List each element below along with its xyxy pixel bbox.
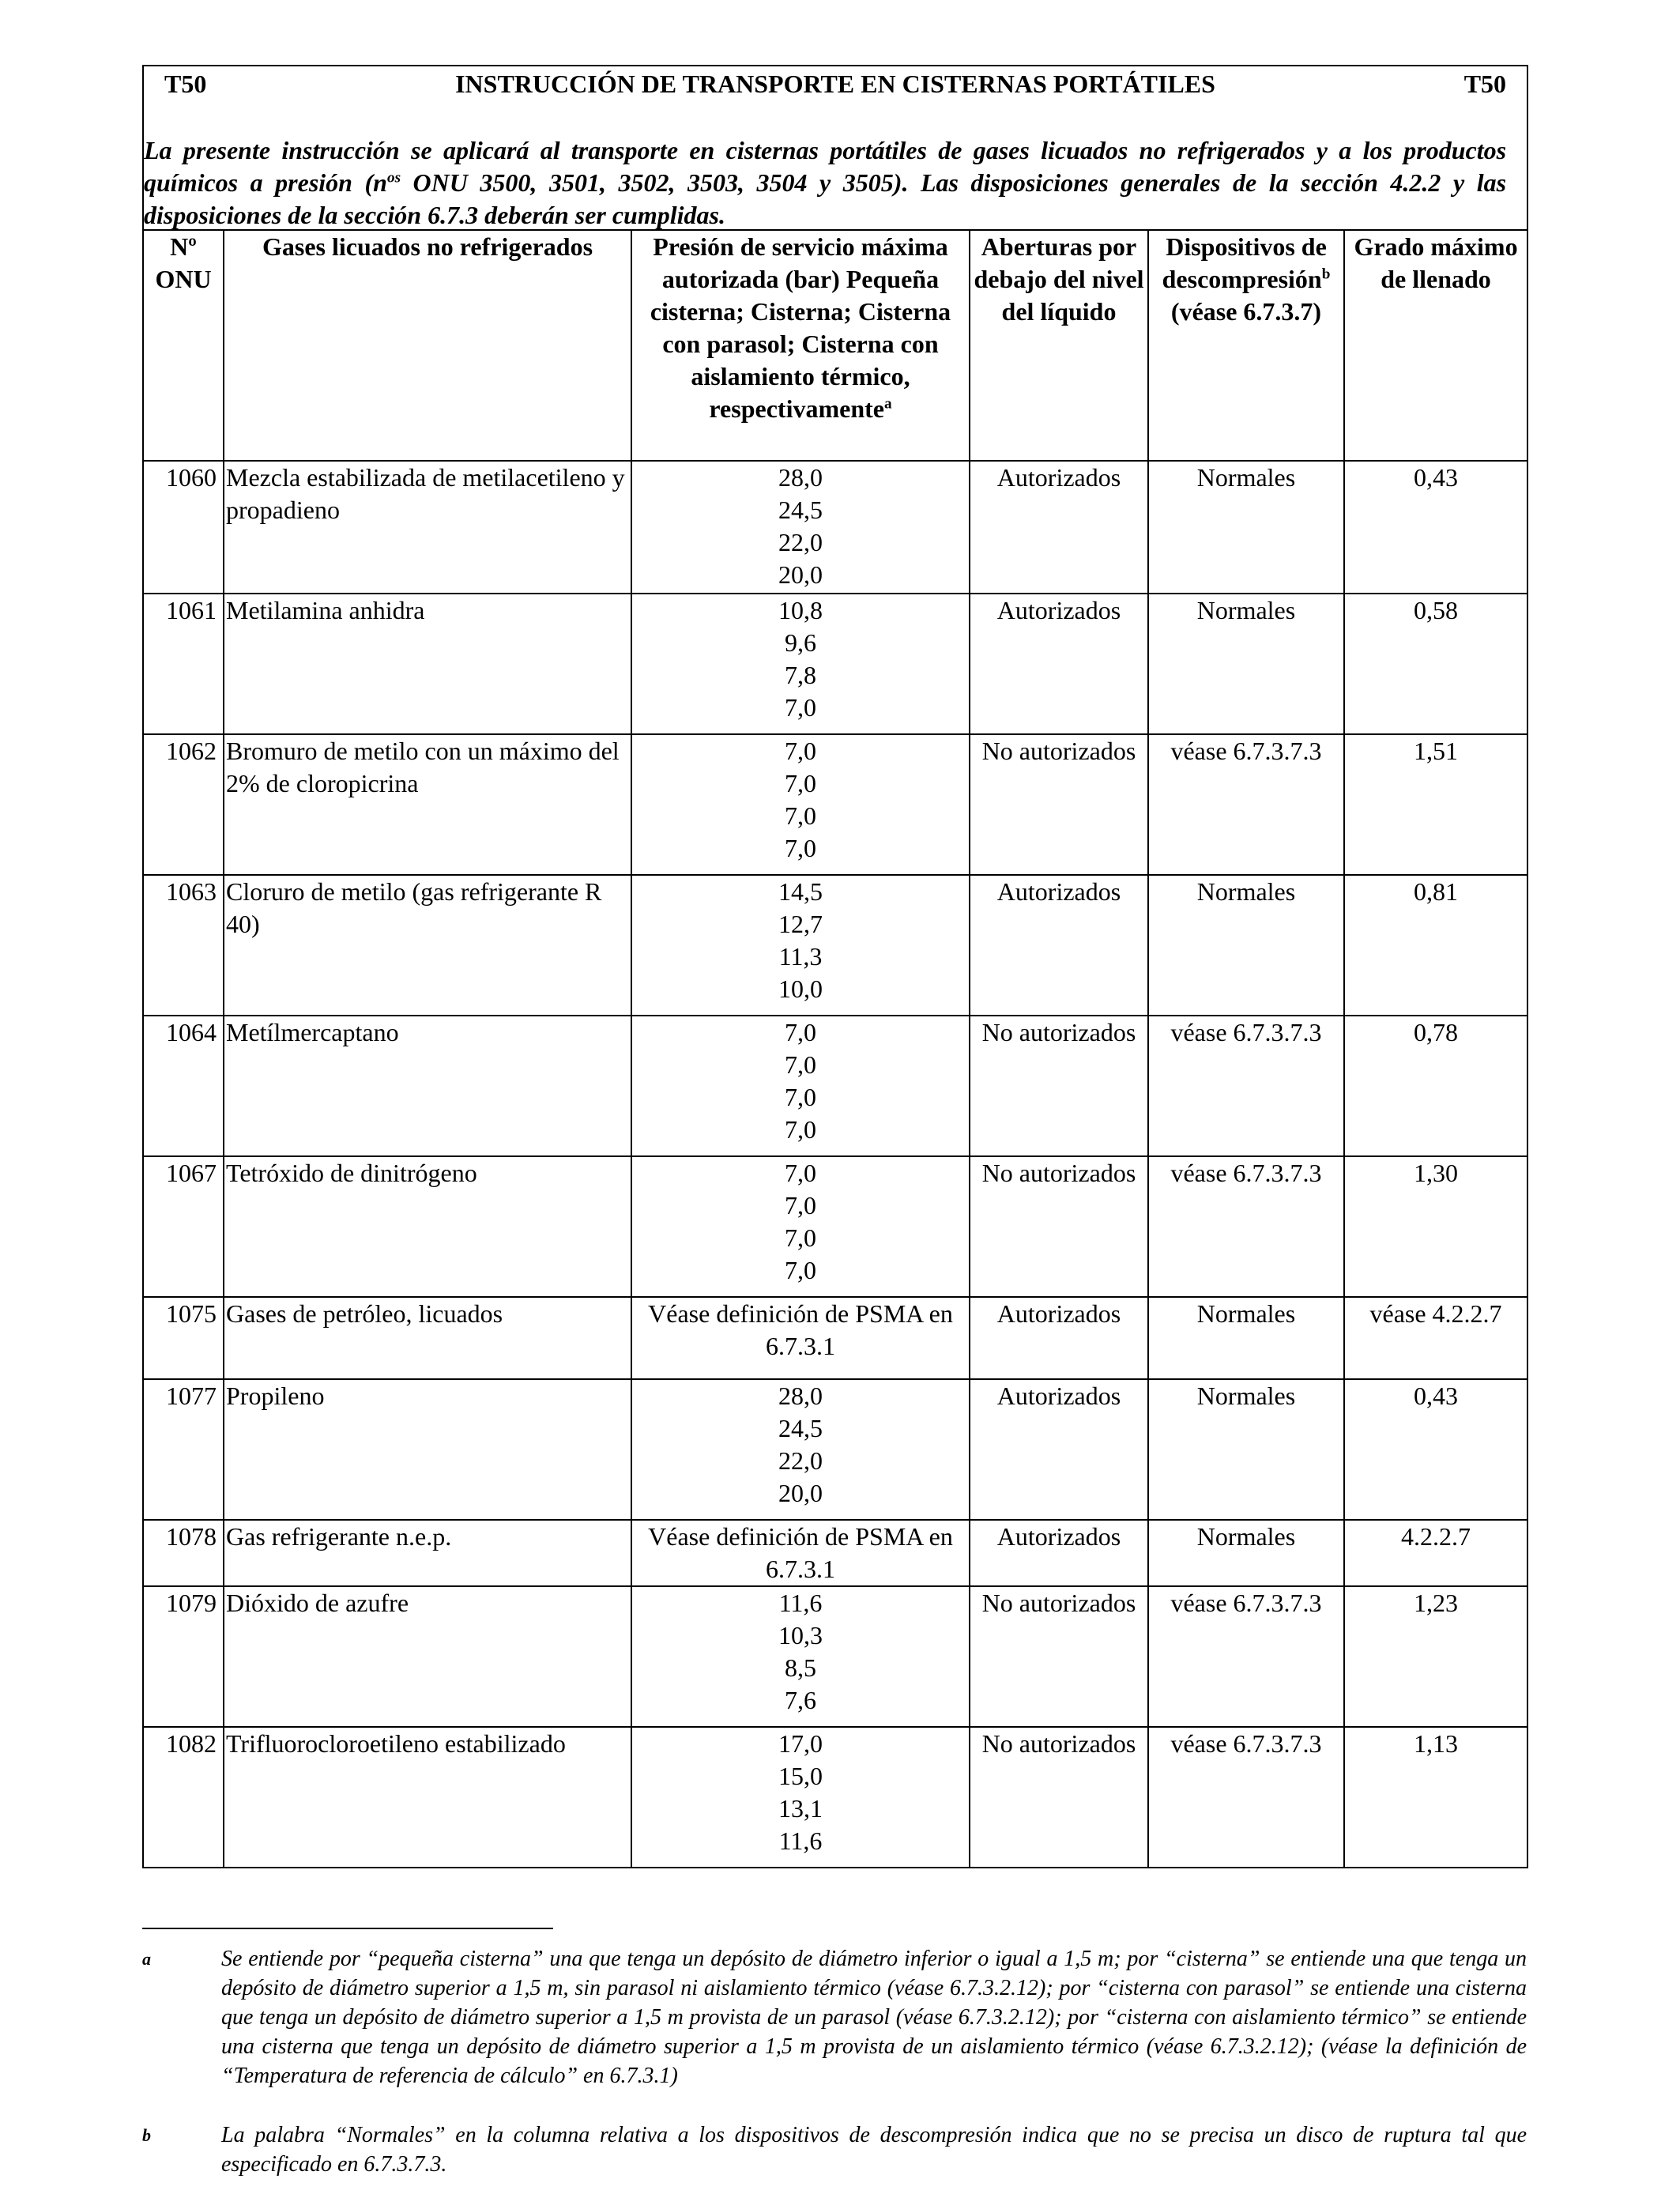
pressure-value: 7,0 <box>785 1083 816 1111</box>
openings-value: Autorizados <box>970 1379 1148 1520</box>
instruction-title: INSTRUCCIÓN DE TRANSPORTE EN CISTERNAS PORTÁTILES <box>455 70 1215 98</box>
un-number: 1082 <box>143 1727 224 1868</box>
col-header-un: Nº ONU <box>143 230 224 461</box>
relief-device-value: Normales <box>1148 594 1344 734</box>
un-number: 1064 <box>143 1016 224 1156</box>
gas-name: Trifluorocloroetileno estabilizado <box>224 1727 631 1868</box>
pressure-value: 28,0 <box>778 1382 823 1410</box>
filling-degree-value: 0,43 <box>1344 461 1527 594</box>
table-row <box>143 1586 1527 1727</box>
relief-device-value: Normales <box>1148 1379 1344 1520</box>
pressure-value: 7,0 <box>785 801 816 830</box>
table-body <box>143 461 1527 1868</box>
openings-value: Autorizados <box>970 461 1148 594</box>
pressure-value: 7,0 <box>785 1115 816 1144</box>
instruction-code-left: T50 <box>164 70 207 98</box>
un-number: 1078 <box>143 1520 224 1586</box>
pressure-value: 7,0 <box>785 769 816 797</box>
pressure-values <box>631 1297 970 1379</box>
filling-degree-value: 0,43 <box>1344 1379 1527 1520</box>
pressure-value: 13,1 <box>778 1794 823 1823</box>
openings-value: Autorizados <box>970 594 1148 734</box>
relief-device-value: véase 6.7.3.7.3 <box>1148 734 1344 875</box>
un-number: 1077 <box>143 1379 224 1520</box>
gas-name: Mezcla estabilizada de metilacetileno y propadieno <box>224 461 631 594</box>
openings-value: No autorizados <box>970 734 1148 875</box>
pressure-value: 10,8 <box>778 596 823 624</box>
openings-value: Autorizados <box>970 1297 1148 1379</box>
footnote-a <box>142 1944 1527 2090</box>
col-header-filling: Grado máximo de llenado <box>1344 230 1527 461</box>
pressure-value: 7,0 <box>785 737 816 765</box>
pressure-value: 7,0 <box>785 693 816 722</box>
pressure-value: 15,0 <box>778 1762 823 1790</box>
table-row <box>143 1016 1527 1156</box>
gas-name: Propileno <box>224 1379 631 1520</box>
openings-value: No autorizados <box>970 1586 1148 1727</box>
gas-name: Dióxido de azufre <box>224 1586 631 1727</box>
un-number: 1062 <box>143 734 224 875</box>
pressure-value: 7,0 <box>785 1223 816 1252</box>
footnote-b <box>142 2120 1527 2179</box>
pressure-value: 11,3 <box>778 942 823 971</box>
gas-name: Gases de petróleo, licuados <box>224 1297 631 1379</box>
pressure-values <box>631 1156 970 1297</box>
pressure-value: 7,8 <box>785 661 816 689</box>
footnote-text: Se entiende por “pequeña cisterna” una que tenga un depósito de diámetro inferior o igual a 1,5 m; por “cisterna” se entiende una que tenga un depósito de diámetro superior a 1,5 m, sin parasol ni aislamiento térmico (véase 6.7.3.2.12); por “cisterna con parasol” se entiende una cisterna que tenga un depósito de diámetro superior a 1,5 m provista de un parasol (véase 6.7.3.2.12); por “cisterna con aislamiento térmico” se entiende una cisterna que tenga un depósito de diámetro superior a 1,5 m provista de un aislamiento térmico (véase 6.7.3.2.12); (véase la definición de “Temperatura de referencia de cálculo” en 6.7.3.1) <box>221 1947 1527 2088</box>
filling-degree-value: 4.2.2.7 <box>1344 1520 1527 1586</box>
pressure-value: 10,3 <box>778 1621 823 1649</box>
column-header-row <box>143 230 1527 461</box>
pressure-value: 7,0 <box>785 1159 816 1187</box>
pressure-value: 7,0 <box>785 1050 816 1079</box>
relief-device-value: Normales <box>1148 1297 1344 1379</box>
title-line <box>144 68 1527 103</box>
un-number: 1067 <box>143 1156 224 1297</box>
pressure-value: 7,6 <box>785 1686 816 1714</box>
pressure-value: 22,0 <box>778 528 823 556</box>
pressure-value: 7,0 <box>785 1018 816 1046</box>
gas-name: Tetróxido de dinitrógeno <box>224 1156 631 1297</box>
pressure-values <box>631 1586 970 1727</box>
pressure-values <box>631 1520 970 1586</box>
table-row <box>143 1379 1527 1520</box>
openings-value: No autorizados <box>970 1156 1148 1297</box>
filling-degree-value: 1,30 <box>1344 1156 1527 1297</box>
openings-value: Autorizados <box>970 1520 1148 1586</box>
pressure-values <box>631 875 970 1016</box>
pressure-values <box>631 1016 970 1156</box>
footnote-text: La palabra “Normales” en la columna relativa a los dispositivos de descompresión indica que no se precisa un disco de ruptura tal que especificado en 6.7.3.7.3. <box>221 2123 1527 2177</box>
pressure-value: 20,0 <box>778 1479 823 1507</box>
gas-name: Metilamina anhidra <box>224 594 631 734</box>
pressure-value: 24,5 <box>778 496 823 524</box>
instruction-header <box>143 66 1527 230</box>
pressure-values <box>631 1379 970 1520</box>
pressure-value: 28,0 <box>778 463 823 492</box>
pressure-value: 22,0 <box>778 1446 823 1475</box>
pressure-value: 7,0 <box>785 1191 816 1220</box>
table-row <box>143 1727 1527 1868</box>
relief-device-value: véase 6.7.3.7.3 <box>1148 1586 1344 1727</box>
pressure-value: 7,0 <box>785 834 816 862</box>
un-number: 1060 <box>143 461 224 594</box>
filling-degree-value: 1,23 <box>1344 1586 1527 1727</box>
pressure-values <box>631 461 970 594</box>
filling-degree-value: 1,51 <box>1344 734 1527 875</box>
col-header-gas: Gases licuados no refrigerados <box>224 230 631 461</box>
table-row <box>143 875 1527 1016</box>
pressure-value: 11,6 <box>778 1826 823 1855</box>
filling-degree-value: 0,58 <box>1344 594 1527 734</box>
pressure-value: Véase definición de PSMA en 6.7.3.1 <box>648 1299 953 1360</box>
pressure-value: 8,5 <box>785 1653 816 1682</box>
un-number: 1079 <box>143 1586 224 1727</box>
relief-device-value: Normales <box>1148 461 1344 594</box>
openings-value: Autorizados <box>970 875 1148 1016</box>
relief-device-value: Normales <box>1148 875 1344 1016</box>
pressure-value: 9,6 <box>785 628 816 657</box>
filling-degree-value: véase 4.2.2.7 <box>1344 1297 1527 1379</box>
transport-instruction-table <box>142 65 1528 1868</box>
un-number: 1075 <box>143 1297 224 1379</box>
table-row <box>143 461 1527 594</box>
pressure-values <box>631 1727 970 1868</box>
relief-device-value: véase 6.7.3.7.3 <box>1148 1016 1344 1156</box>
pressure-values <box>631 734 970 875</box>
gas-name: Bromuro de metilo con un máximo del 2% de cloropicrina <box>224 734 631 875</box>
pressure-value: 17,0 <box>778 1729 823 1758</box>
pressure-value: 11,6 <box>778 1589 823 1617</box>
footnote-mark: b <box>142 2125 151 2145</box>
relief-device-value: Normales <box>1148 1520 1344 1586</box>
pressure-values <box>631 594 970 734</box>
pressure-value: 10,0 <box>778 974 823 1003</box>
pressure-value: 12,7 <box>778 910 823 938</box>
gas-name: Gas refrigerante n.e.p. <box>224 1520 631 1586</box>
table-row <box>143 594 1527 734</box>
openings-value: No autorizados <box>970 1016 1148 1156</box>
pressure-value: Véase definición de PSMA en 6.7.3.1 <box>648 1522 953 1583</box>
un-number: 1061 <box>143 594 224 734</box>
table-row <box>143 1156 1527 1297</box>
intro-paragraph: La presente instrucción se aplicará al transporte en cisternas portátiles de gases licuados no refrigerados y a los productos químicos a presión ($n^{os}$ ONU 3500, 3501, 3502, 3503, 3504 y 3505). Las disposiciones generales de la sección 4.2.2 y las disposiciones de la sección 6.7.3 deberán ser cumplidas. <box>144 136 1507 229</box>
instruction-code-right: T50 <box>1463 70 1507 98</box>
filling-degree-value: 0,78 <box>1344 1016 1527 1156</box>
un-number: 1063 <box>143 875 224 1016</box>
col-header-relief: Dispositivos de descompresión$^b$ (véase 6.7.3.7) <box>1148 230 1344 461</box>
filling-degree-value: 0,81 <box>1344 875 1527 1016</box>
pressure-value: 14,5 <box>778 877 823 906</box>
footnote-separator <box>142 1928 553 1929</box>
gas-name: Metílmercaptano <box>224 1016 631 1156</box>
table-row <box>143 734 1527 875</box>
table-row <box>143 1520 1527 1586</box>
pressure-value: 24,5 <box>778 1414 823 1442</box>
col-header-openings: Aberturas por debajo del nivel del líquido <box>970 230 1148 461</box>
filling-degree-value: 1,13 <box>1344 1727 1527 1868</box>
col-header-pressure: Presión de servicio máxima autorizada (bar) Pequeña cisterna; Cisterna; Cisterna con parasol; Cisterna con aislamiento térmico, respectivamente$^a$ <box>631 230 970 461</box>
gas-name: Cloruro de metilo (gas refrigerante R 40) <box>224 875 631 1016</box>
relief-device-value: véase 6.7.3.7.3 <box>1148 1156 1344 1297</box>
relief-device-value: véase 6.7.3.7.3 <box>1148 1727 1344 1868</box>
pressure-value: 7,0 <box>785 1256 816 1284</box>
pressure-value: 20,0 <box>778 560 823 589</box>
table-row <box>143 1297 1527 1379</box>
openings-value: No autorizados <box>970 1727 1148 1868</box>
footnote-mark: a <box>142 1949 151 1969</box>
